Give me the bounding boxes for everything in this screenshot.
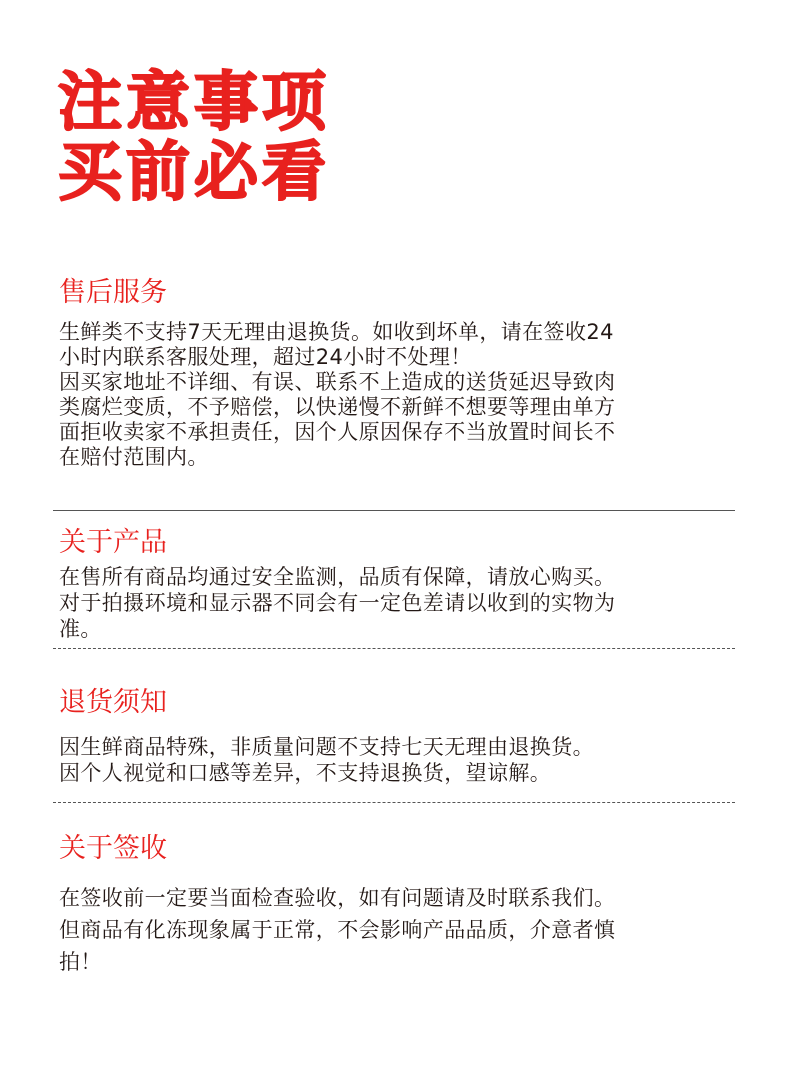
section-title: 售后服务 — [59, 277, 167, 308]
section-about-product — [59, 526, 739, 642]
body-line: 因生鲜商品特殊，非质量问题不支持七天无理由退换货。 — [59, 735, 594, 759]
body-line: 在签收前一定要当面检查验收，如有问题请及时联系我们。 — [59, 886, 616, 910]
body-line: 拍！ — [59, 950, 102, 974]
section-about-receipt — [59, 832, 739, 978]
headline-line-2: 买前必看 — [58, 136, 330, 210]
body-line: 但商品有化冻现象属于正常，不会影响产品品质，介意者慎 — [59, 918, 616, 942]
headline-line-1: 注意事项 — [58, 66, 330, 140]
body-line: 面拒收卖家不承担责任，因个人原因保存不当放置时间长不 — [59, 420, 616, 444]
section-after-sales — [59, 276, 739, 470]
section-title: 关于签收 — [59, 833, 167, 864]
body-line: 在赔付范围内。 — [59, 445, 209, 469]
body-line: 因买家地址不详细、有误、联系不上造成的送货延迟导致肉 — [59, 370, 616, 394]
section-title: 退货须知 — [59, 687, 167, 718]
section-body — [59, 320, 739, 470]
section-divider — [53, 802, 735, 803]
body-line: 在售所有商品均通过安全监测，品质有保障，请放心购买。 — [59, 565, 616, 589]
body-line: 生鲜类不支持7天无理由退换货。如收到坏单，请在签收24 — [59, 320, 614, 344]
body-line: 准。 — [59, 617, 102, 641]
body-line: 对于拍摄环境和显示器不同会有一定色差请以收到的实物为 — [59, 591, 616, 615]
page-headline — [58, 68, 330, 208]
body-line: 因个人视觉和口感等差异，不支持退换货，望谅解。 — [59, 761, 552, 785]
section-return-notice — [59, 686, 739, 786]
section-divider — [53, 648, 735, 649]
section-body — [59, 734, 739, 786]
section-title: 关于产品 — [59, 527, 167, 558]
body-line: 类腐烂变质，不予赔偿，以快递慢不新鲜不想要等理由单方 — [59, 395, 616, 419]
section-body — [59, 564, 739, 642]
section-divider — [53, 510, 735, 511]
body-line: 小时内联系客服处理，超过24小时不处理！ — [59, 345, 472, 369]
section-body — [59, 882, 739, 978]
